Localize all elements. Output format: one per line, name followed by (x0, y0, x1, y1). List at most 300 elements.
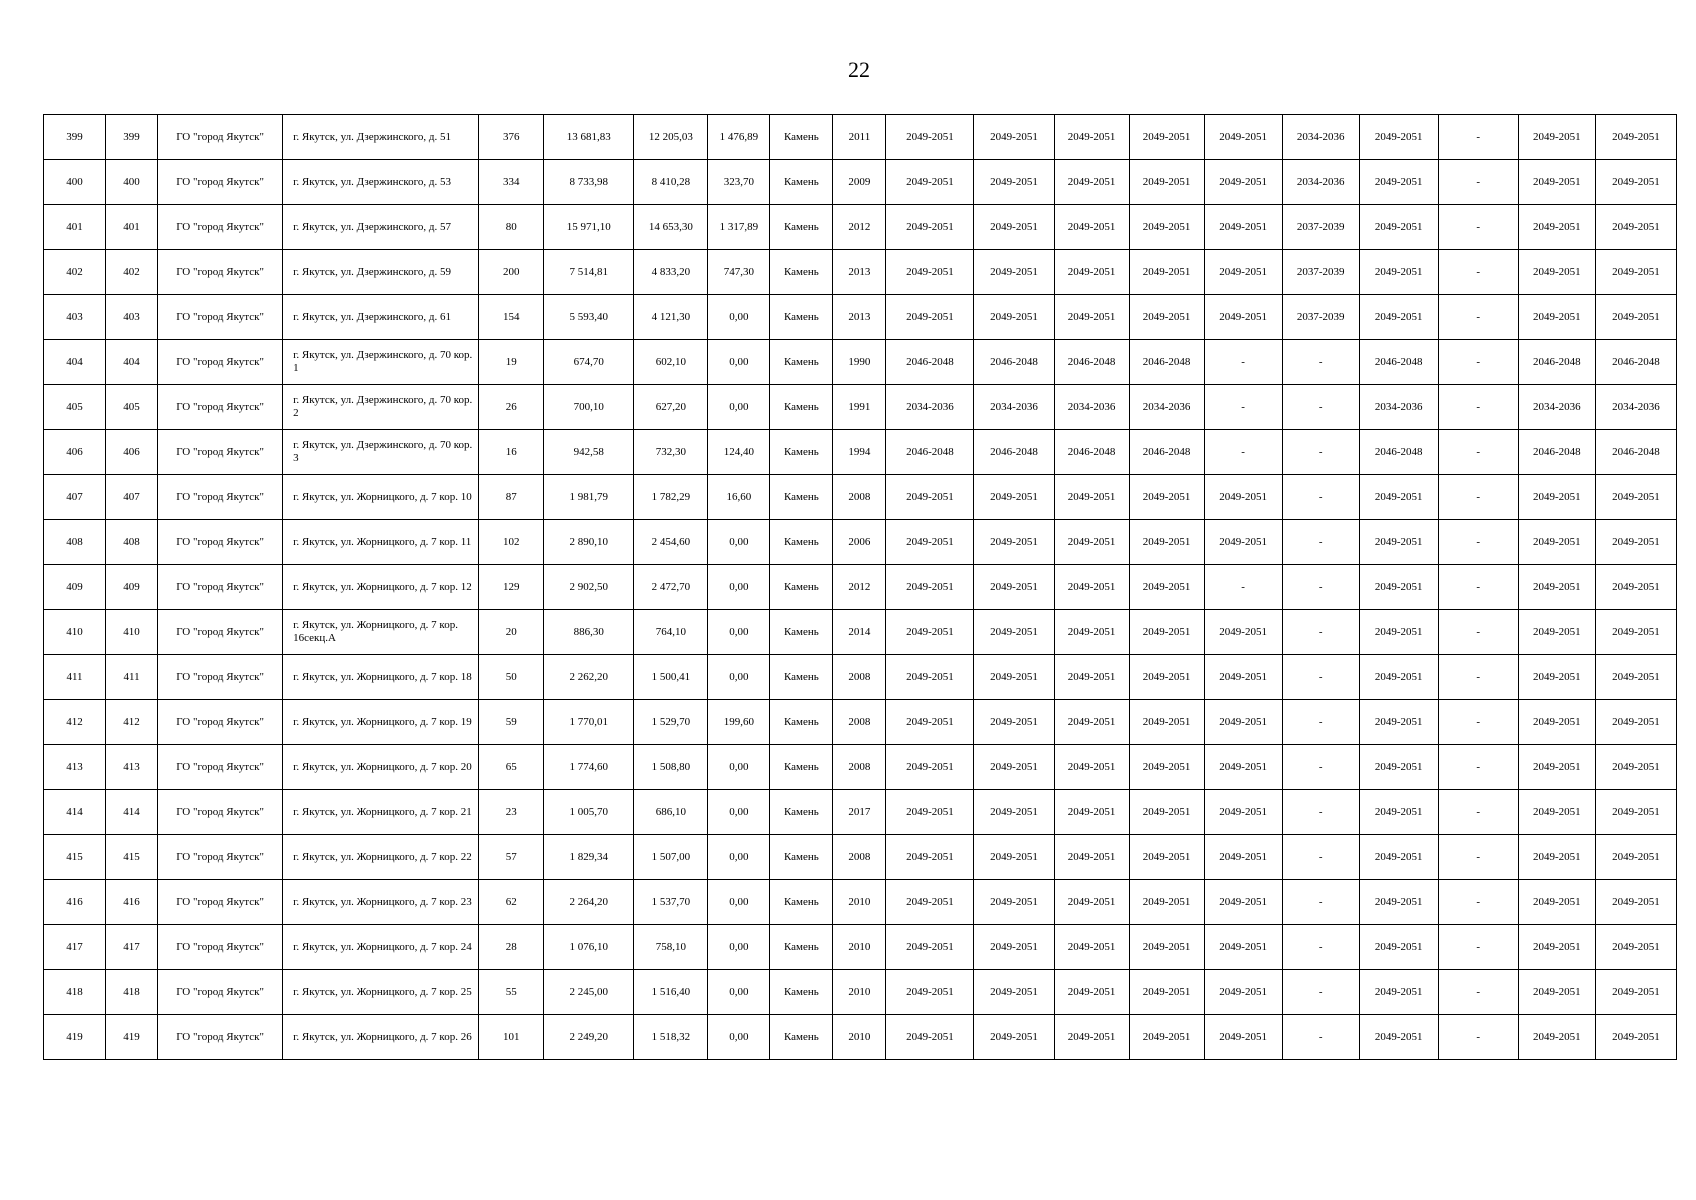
cell-total-area: 2 264,20 (544, 880, 634, 925)
cell-works-period-6: - (1282, 745, 1359, 790)
cell-commissioning-year: 2014 (833, 610, 886, 655)
cell-address: г. Якутск, ул. Жорницкого, д. 7 кор. 23 (283, 880, 479, 925)
table-row (44, 610, 1677, 655)
cell-works-period-6: - (1282, 880, 1359, 925)
cell-residential-area: 4 121,30 (634, 295, 708, 340)
cell-residential-area: 8 410,28 (634, 160, 708, 205)
cell-wall-material: Камень (770, 880, 833, 925)
cell-municipality: ГО "город Якутск" (158, 160, 283, 205)
cell-wall-material: Камень (770, 970, 833, 1015)
cell-works-period-3: 2049-2051 (1054, 700, 1129, 745)
cell-address: г. Якутск, ул. Дзержинского, д. 70 кор. 1 (283, 340, 479, 385)
cell-works-period-6: 2037-2039 (1282, 250, 1359, 295)
cell-register-number: 414 (106, 790, 158, 835)
cell-row-number: 404 (44, 340, 106, 385)
cell-works-period-3: 2046-2048 (1054, 340, 1129, 385)
cell-works-period-10: 2049-2051 (1595, 1015, 1676, 1060)
table-row (44, 925, 1677, 970)
cell-works-period-5: 2049-2051 (1204, 520, 1282, 565)
cell-commissioning-year: 1994 (833, 430, 886, 475)
cell-works-period-10: 2049-2051 (1595, 610, 1676, 655)
cell-works-period-9: 2049-2051 (1518, 880, 1595, 925)
cell-commissioning-year: 2008 (833, 655, 886, 700)
cell-register-number: 411 (106, 655, 158, 700)
cell-apartments-count: 80 (479, 205, 544, 250)
cell-works-period-8: - (1438, 700, 1518, 745)
cell-works-period-3: 2049-2051 (1054, 295, 1129, 340)
cell-wall-material: Камень (770, 1015, 833, 1060)
cell-works-period-4: 2049-2051 (1129, 1015, 1204, 1060)
cell-works-period-5: 2049-2051 (1204, 880, 1282, 925)
cell-total-area: 2 262,20 (544, 655, 634, 700)
cell-apartments-count: 154 (479, 295, 544, 340)
cell-works-period-4: 2049-2051 (1129, 160, 1204, 205)
cell-register-number: 407 (106, 475, 158, 520)
cell-apartments-count: 334 (479, 160, 544, 205)
cell-works-period-1: 2046-2048 (886, 430, 974, 475)
cell-works-period-9: 2049-2051 (1518, 970, 1595, 1015)
cell-municipality: ГО "город Якутск" (158, 790, 283, 835)
cell-works-period-4: 2049-2051 (1129, 610, 1204, 655)
cell-commissioning-year: 2009 (833, 160, 886, 205)
cell-municipality: ГО "город Якутск" (158, 565, 283, 610)
cell-row-number: 403 (44, 295, 106, 340)
cell-nonresidential-area: 323,70 (708, 160, 770, 205)
cell-works-period-4: 2046-2048 (1129, 340, 1204, 385)
cell-address: г. Якутск, ул. Жорницкого, д. 7 кор. 25 (283, 970, 479, 1015)
cell-works-period-2: 2049-2051 (974, 520, 1054, 565)
cell-address: г. Якутск, ул. Дзержинского, д. 53 (283, 160, 479, 205)
cell-works-period-8: - (1438, 790, 1518, 835)
cell-register-number: 418 (106, 970, 158, 1015)
cell-works-period-4: 2034-2036 (1129, 385, 1204, 430)
cell-works-period-2: 2049-2051 (974, 205, 1054, 250)
cell-total-area: 1 770,01 (544, 700, 634, 745)
cell-works-period-5: 2049-2051 (1204, 115, 1282, 160)
cell-works-period-5: 2049-2051 (1204, 970, 1282, 1015)
cell-works-period-4: 2049-2051 (1129, 835, 1204, 880)
cell-works-period-10: 2049-2051 (1595, 970, 1676, 1015)
cell-works-period-6: - (1282, 520, 1359, 565)
cell-address: г. Якутск, ул. Жорницкого, д. 7 кор. 16секц.А (283, 610, 479, 655)
cell-works-period-4: 2049-2051 (1129, 205, 1204, 250)
cell-works-period-6: 2034-2036 (1282, 160, 1359, 205)
cell-address: г. Якутск, ул. Жорницкого, д. 7 кор. 21 (283, 790, 479, 835)
table-row (44, 745, 1677, 790)
cell-works-period-2: 2046-2048 (974, 340, 1054, 385)
cell-wall-material: Камень (770, 745, 833, 790)
cell-works-period-9: 2034-2036 (1518, 385, 1595, 430)
cell-register-number: 402 (106, 250, 158, 295)
cell-works-period-4: 2049-2051 (1129, 970, 1204, 1015)
cell-works-period-4: 2049-2051 (1129, 790, 1204, 835)
cell-works-period-6: - (1282, 835, 1359, 880)
cell-apartments-count: 200 (479, 250, 544, 295)
cell-address: г. Якутск, ул. Дзержинского, д. 57 (283, 205, 479, 250)
cell-works-period-6: 2034-2036 (1282, 115, 1359, 160)
cell-row-number: 402 (44, 250, 106, 295)
cell-wall-material: Камень (770, 250, 833, 295)
cell-address: г. Якутск, ул. Дзержинского, д. 70 кор. 2 (283, 385, 479, 430)
cell-wall-material: Камень (770, 115, 833, 160)
cell-apartments-count: 16 (479, 430, 544, 475)
cell-works-period-7: 2049-2051 (1359, 115, 1438, 160)
cell-works-period-7: 2049-2051 (1359, 880, 1438, 925)
cell-works-period-2: 2046-2048 (974, 430, 1054, 475)
cell-residential-area: 1 507,00 (634, 835, 708, 880)
cell-register-number: 409 (106, 565, 158, 610)
cell-works-period-3: 2049-2051 (1054, 250, 1129, 295)
cell-works-period-8: - (1438, 340, 1518, 385)
cell-apartments-count: 28 (479, 925, 544, 970)
cell-works-period-1: 2049-2051 (886, 205, 974, 250)
cell-register-number: 400 (106, 160, 158, 205)
cell-works-period-5: 2049-2051 (1204, 745, 1282, 790)
cell-works-period-8: - (1438, 295, 1518, 340)
cell-residential-area: 686,10 (634, 790, 708, 835)
cell-works-period-1: 2034-2036 (886, 385, 974, 430)
cell-residential-area: 602,10 (634, 340, 708, 385)
cell-address: г. Якутск, ул. Дзержинского, д. 61 (283, 295, 479, 340)
cell-works-period-1: 2049-2051 (886, 835, 974, 880)
cell-apartments-count: 87 (479, 475, 544, 520)
cell-row-number: 407 (44, 475, 106, 520)
cell-works-period-1: 2049-2051 (886, 115, 974, 160)
cell-municipality: ГО "город Якутск" (158, 475, 283, 520)
cell-works-period-5: 2049-2051 (1204, 790, 1282, 835)
table-row (44, 970, 1677, 1015)
cell-works-period-3: 2049-2051 (1054, 610, 1129, 655)
table-row (44, 295, 1677, 340)
cell-commissioning-year: 2012 (833, 205, 886, 250)
table-row (44, 655, 1677, 700)
cell-works-period-5: 2049-2051 (1204, 610, 1282, 655)
cell-nonresidential-area: 0,00 (708, 520, 770, 565)
cell-wall-material: Камень (770, 520, 833, 565)
cell-works-period-7: 2046-2048 (1359, 430, 1438, 475)
cell-total-area: 8 733,98 (544, 160, 634, 205)
cell-nonresidential-area: 0,00 (708, 970, 770, 1015)
cell-municipality: ГО "город Якутск" (158, 655, 283, 700)
cell-row-number: 405 (44, 385, 106, 430)
cell-works-period-7: 2049-2051 (1359, 160, 1438, 205)
cell-works-period-6: - (1282, 565, 1359, 610)
cell-works-period-5: 2049-2051 (1204, 205, 1282, 250)
cell-works-period-4: 2049-2051 (1129, 250, 1204, 295)
cell-commissioning-year: 2008 (833, 835, 886, 880)
cell-row-number: 412 (44, 700, 106, 745)
cell-nonresidential-area: 0,00 (708, 655, 770, 700)
cell-nonresidential-area: 0,00 (708, 880, 770, 925)
cell-works-period-8: - (1438, 655, 1518, 700)
cell-municipality: ГО "город Якутск" (158, 835, 283, 880)
cell-commissioning-year: 2008 (833, 475, 886, 520)
cell-wall-material: Камень (770, 295, 833, 340)
cell-row-number: 399 (44, 115, 106, 160)
cell-works-period-8: - (1438, 385, 1518, 430)
cell-works-period-6: - (1282, 340, 1359, 385)
cell-row-number: 408 (44, 520, 106, 565)
cell-works-period-8: - (1438, 205, 1518, 250)
cell-apartments-count: 376 (479, 115, 544, 160)
cell-works-period-10: 2049-2051 (1595, 295, 1676, 340)
table-row (44, 700, 1677, 745)
cell-row-number: 411 (44, 655, 106, 700)
cell-residential-area: 1 500,41 (634, 655, 708, 700)
cell-residential-area: 14 653,30 (634, 205, 708, 250)
cell-register-number: 404 (106, 340, 158, 385)
table-row (44, 250, 1677, 295)
cell-residential-area: 12 205,03 (634, 115, 708, 160)
table-row (44, 115, 1677, 160)
cell-municipality: ГО "город Якутск" (158, 250, 283, 295)
cell-works-period-4: 2046-2048 (1129, 430, 1204, 475)
cell-works-period-5: 2049-2051 (1204, 160, 1282, 205)
cell-total-area: 2 902,50 (544, 565, 634, 610)
cell-works-period-6: - (1282, 610, 1359, 655)
cell-residential-area: 764,10 (634, 610, 708, 655)
cell-works-period-2: 2049-2051 (974, 835, 1054, 880)
cell-works-period-4: 2049-2051 (1129, 565, 1204, 610)
cell-apartments-count: 62 (479, 880, 544, 925)
cell-works-period-2: 2034-2036 (974, 385, 1054, 430)
cell-register-number: 415 (106, 835, 158, 880)
cell-total-area: 886,30 (544, 610, 634, 655)
cell-works-period-5: 2049-2051 (1204, 655, 1282, 700)
cell-register-number: 412 (106, 700, 158, 745)
cell-row-number: 409 (44, 565, 106, 610)
table-row (44, 340, 1677, 385)
cell-row-number: 419 (44, 1015, 106, 1060)
cell-total-area: 2 890,10 (544, 520, 634, 565)
cell-works-period-4: 2049-2051 (1129, 520, 1204, 565)
cell-works-period-2: 2049-2051 (974, 295, 1054, 340)
cell-municipality: ГО "город Якутск" (158, 700, 283, 745)
cell-works-period-8: - (1438, 925, 1518, 970)
cell-apartments-count: 23 (479, 790, 544, 835)
cell-register-number: 403 (106, 295, 158, 340)
cell-wall-material: Камень (770, 385, 833, 430)
cell-nonresidential-area: 0,00 (708, 790, 770, 835)
cell-apartments-count: 57 (479, 835, 544, 880)
cell-works-period-1: 2049-2051 (886, 295, 974, 340)
cell-works-period-6: - (1282, 385, 1359, 430)
cell-works-period-5: - (1204, 385, 1282, 430)
cell-works-period-10: 2049-2051 (1595, 520, 1676, 565)
cell-register-number: 413 (106, 745, 158, 790)
cell-address: г. Якутск, ул. Дзержинского, д. 70 кор. 3 (283, 430, 479, 475)
cell-works-period-1: 2049-2051 (886, 520, 974, 565)
cell-commissioning-year: 2013 (833, 250, 886, 295)
cell-works-period-9: 2049-2051 (1518, 250, 1595, 295)
cell-wall-material: Камень (770, 340, 833, 385)
cell-total-area: 1 005,70 (544, 790, 634, 835)
cell-works-period-4: 2049-2051 (1129, 115, 1204, 160)
cell-nonresidential-area: 0,00 (708, 1015, 770, 1060)
cell-works-period-10: 2034-2036 (1595, 385, 1676, 430)
cell-works-period-9: 2049-2051 (1518, 160, 1595, 205)
cell-wall-material: Камень (770, 835, 833, 880)
cell-wall-material: Камень (770, 205, 833, 250)
cell-register-number: 405 (106, 385, 158, 430)
cell-apartments-count: 26 (479, 385, 544, 430)
cell-works-period-10: 2049-2051 (1595, 160, 1676, 205)
cell-works-period-1: 2049-2051 (886, 880, 974, 925)
cell-row-number: 416 (44, 880, 106, 925)
cell-total-area: 942,58 (544, 430, 634, 475)
cell-works-period-3: 2049-2051 (1054, 925, 1129, 970)
cell-works-period-5: 2049-2051 (1204, 700, 1282, 745)
cell-commissioning-year: 2010 (833, 925, 886, 970)
cell-works-period-6: - (1282, 790, 1359, 835)
cell-works-period-6: - (1282, 970, 1359, 1015)
cell-works-period-1: 2049-2051 (886, 160, 974, 205)
cell-register-number: 408 (106, 520, 158, 565)
cell-works-period-3: 2049-2051 (1054, 790, 1129, 835)
cell-works-period-10: 2046-2048 (1595, 430, 1676, 475)
cell-nonresidential-area: 0,00 (708, 340, 770, 385)
cell-works-period-9: 2049-2051 (1518, 790, 1595, 835)
cell-works-period-6: - (1282, 430, 1359, 475)
cell-works-period-6: - (1282, 700, 1359, 745)
cell-works-period-6: 2037-2039 (1282, 205, 1359, 250)
cell-works-period-8: - (1438, 475, 1518, 520)
cell-residential-area: 1 516,40 (634, 970, 708, 1015)
cell-municipality: ГО "город Якутск" (158, 115, 283, 160)
cell-address: г. Якутск, ул. Жорницкого, д. 7 кор. 12 (283, 565, 479, 610)
cell-apartments-count: 19 (479, 340, 544, 385)
cell-address: г. Якутск, ул. Жорницкого, д. 7 кор. 19 (283, 700, 479, 745)
cell-commissioning-year: 2012 (833, 565, 886, 610)
cell-works-period-9: 2049-2051 (1518, 835, 1595, 880)
cell-works-period-2: 2049-2051 (974, 115, 1054, 160)
housing-registry-table (43, 114, 1677, 1060)
cell-register-number: 417 (106, 925, 158, 970)
cell-works-period-1: 2049-2051 (886, 1015, 974, 1060)
cell-works-period-10: 2049-2051 (1595, 835, 1676, 880)
cell-works-period-8: - (1438, 835, 1518, 880)
cell-address: г. Якутск, ул. Жорницкого, д. 7 кор. 10 (283, 475, 479, 520)
cell-total-area: 15 971,10 (544, 205, 634, 250)
cell-works-period-2: 2049-2051 (974, 610, 1054, 655)
cell-residential-area: 2 454,60 (634, 520, 708, 565)
cell-works-period-4: 2049-2051 (1129, 925, 1204, 970)
cell-works-period-10: 2049-2051 (1595, 790, 1676, 835)
cell-commissioning-year: 2017 (833, 790, 886, 835)
cell-register-number: 399 (106, 115, 158, 160)
cell-works-period-8: - (1438, 160, 1518, 205)
cell-commissioning-year: 2008 (833, 700, 886, 745)
cell-works-period-1: 2046-2048 (886, 340, 974, 385)
cell-works-period-3: 2049-2051 (1054, 475, 1129, 520)
cell-municipality: ГО "город Якутск" (158, 385, 283, 430)
cell-municipality: ГО "город Якутск" (158, 205, 283, 250)
cell-works-period-9: 2049-2051 (1518, 745, 1595, 790)
cell-row-number: 406 (44, 430, 106, 475)
cell-nonresidential-area: 0,00 (708, 745, 770, 790)
cell-commissioning-year: 2013 (833, 295, 886, 340)
cell-works-period-9: 2049-2051 (1518, 700, 1595, 745)
cell-works-period-3: 2046-2048 (1054, 430, 1129, 475)
cell-works-period-5: 2049-2051 (1204, 295, 1282, 340)
cell-total-area: 1 076,10 (544, 925, 634, 970)
cell-municipality: ГО "город Якутск" (158, 520, 283, 565)
table-row (44, 430, 1677, 475)
cell-works-period-6: 2037-2039 (1282, 295, 1359, 340)
cell-apartments-count: 129 (479, 565, 544, 610)
cell-works-period-8: - (1438, 745, 1518, 790)
cell-total-area: 1 829,34 (544, 835, 634, 880)
cell-works-period-5: 2049-2051 (1204, 1015, 1282, 1060)
cell-works-period-3: 2049-2051 (1054, 565, 1129, 610)
cell-works-period-1: 2049-2051 (886, 925, 974, 970)
table-row (44, 880, 1677, 925)
cell-works-period-3: 2049-2051 (1054, 970, 1129, 1015)
cell-nonresidential-area: 199,60 (708, 700, 770, 745)
cell-works-period-5: 2049-2051 (1204, 835, 1282, 880)
cell-residential-area: 1 782,29 (634, 475, 708, 520)
cell-works-period-8: - (1438, 565, 1518, 610)
cell-residential-area: 2 472,70 (634, 565, 708, 610)
table-row (44, 835, 1677, 880)
cell-works-period-7: 2034-2036 (1359, 385, 1438, 430)
cell-works-period-1: 2049-2051 (886, 970, 974, 1015)
cell-municipality: ГО "город Якутск" (158, 745, 283, 790)
cell-works-period-5: - (1204, 430, 1282, 475)
cell-residential-area: 758,10 (634, 925, 708, 970)
cell-works-period-9: 2049-2051 (1518, 1015, 1595, 1060)
cell-works-period-3: 2049-2051 (1054, 745, 1129, 790)
cell-works-period-1: 2049-2051 (886, 475, 974, 520)
cell-total-area: 1 774,60 (544, 745, 634, 790)
cell-works-period-8: - (1438, 430, 1518, 475)
cell-works-period-10: 2049-2051 (1595, 475, 1676, 520)
cell-works-period-6: - (1282, 1015, 1359, 1060)
cell-row-number: 417 (44, 925, 106, 970)
cell-apartments-count: 20 (479, 610, 544, 655)
cell-wall-material: Камень (770, 475, 833, 520)
cell-works-period-7: 2049-2051 (1359, 1015, 1438, 1060)
cell-works-period-9: 2049-2051 (1518, 655, 1595, 700)
cell-wall-material: Камень (770, 610, 833, 655)
cell-nonresidential-area: 0,00 (708, 565, 770, 610)
cell-wall-material: Камень (770, 790, 833, 835)
cell-works-period-7: 2049-2051 (1359, 655, 1438, 700)
cell-works-period-10: 2049-2051 (1595, 250, 1676, 295)
cell-works-period-4: 2049-2051 (1129, 700, 1204, 745)
cell-works-period-2: 2049-2051 (974, 565, 1054, 610)
cell-nonresidential-area: 124,40 (708, 430, 770, 475)
cell-wall-material: Камень (770, 925, 833, 970)
table-body (44, 115, 1677, 1060)
cell-works-period-10: 2049-2051 (1595, 565, 1676, 610)
cell-works-period-7: 2049-2051 (1359, 610, 1438, 655)
cell-works-period-7: 2049-2051 (1359, 835, 1438, 880)
cell-commissioning-year: 2010 (833, 880, 886, 925)
cell-works-period-3: 2049-2051 (1054, 160, 1129, 205)
cell-works-period-2: 2049-2051 (974, 745, 1054, 790)
cell-works-period-3: 2049-2051 (1054, 880, 1129, 925)
cell-municipality: ГО "город Якутск" (158, 295, 283, 340)
cell-apartments-count: 102 (479, 520, 544, 565)
table-row (44, 385, 1677, 430)
cell-works-period-8: - (1438, 1015, 1518, 1060)
cell-works-period-9: 2049-2051 (1518, 295, 1595, 340)
cell-works-period-4: 2049-2051 (1129, 745, 1204, 790)
table-row (44, 565, 1677, 610)
cell-works-period-8: - (1438, 610, 1518, 655)
cell-address: г. Якутск, ул. Дзержинского, д. 59 (283, 250, 479, 295)
